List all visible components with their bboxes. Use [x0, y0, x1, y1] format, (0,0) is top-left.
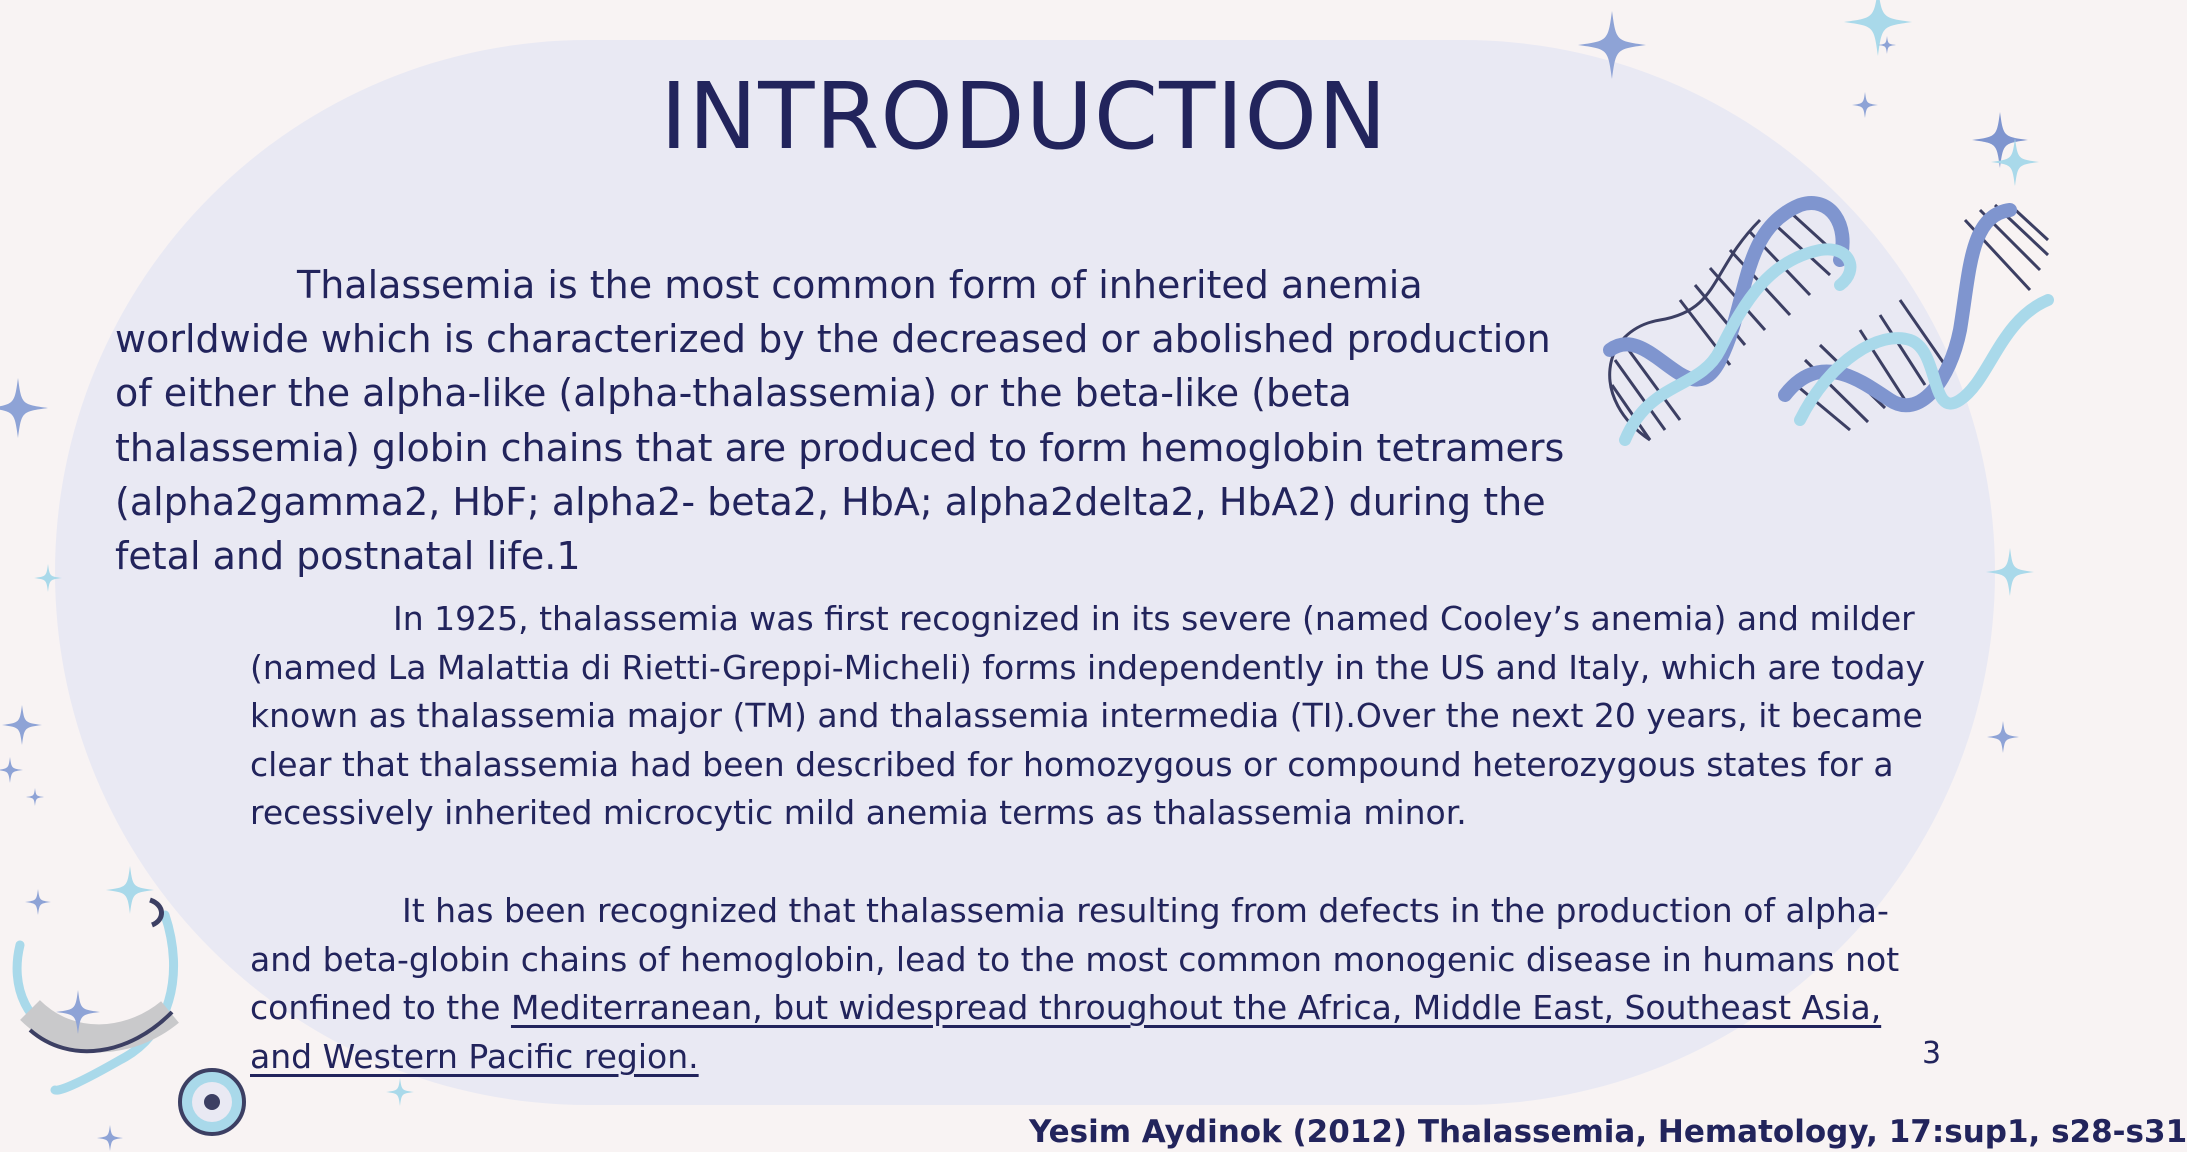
- intro-paragraph-2: [250, 595, 1940, 838]
- citation: Yesim Aydinok (2012) Thalassemia, Hematology, 17:sup1, s28-s31: [1029, 1114, 2187, 1150]
- intro-paragraph-1: [115, 258, 1565, 583]
- slide-title: INTRODUCTION: [660, 63, 1388, 170]
- paragraph-3-text: It has been recognized that thalassemia resulting from defects in the production of alpha- and beta-globin chains of hemoglobin, lead to the most common monogenic disease in humans not confined to the: [250, 891, 1900, 1028]
- stethoscope-icon: [17, 900, 244, 1134]
- paragraph-2-text: In 1925, thalassemia was first recognized in its severe (named Cooley’s anemia) and milder (named La Malattia di Rietti-Greppi-Micheli) forms independently in the US and Italy, which are today known as thalassemia major (TM) and thalassemia intermedia (TI).Over the next 20 years, it became clear that thalassemia had been described for homozygous or compound heterozygous states for a recessively inherited microcytic mild anemia terms as thalassemia minor.: [250, 599, 1926, 833]
- region-link[interactable]: Mediterranean, but widespread throughout the Africa, Middle East, Southeast Asia, and Western Pacific region.: [250, 988, 1882, 1076]
- intro-paragraph-3: [250, 887, 1940, 1081]
- dna-helix-icon: [1785, 205, 2048, 430]
- paragraph-1-text: Thalassemia is the most common form of inherited anemia worldwide which is characterized by the decreased or abolished production of either the alpha-like (alpha-thalassemia) or the beta-like (beta thalassemia) globin chains that are produced to form hemoglobin tetramers (alpha2gamma2, HbF; alpha2- beta2, HbA; alpha2delta2, HbA2) during the fetal and postnatal life.1: [115, 263, 1565, 579]
- page-number: 3: [1922, 1036, 1942, 1071]
